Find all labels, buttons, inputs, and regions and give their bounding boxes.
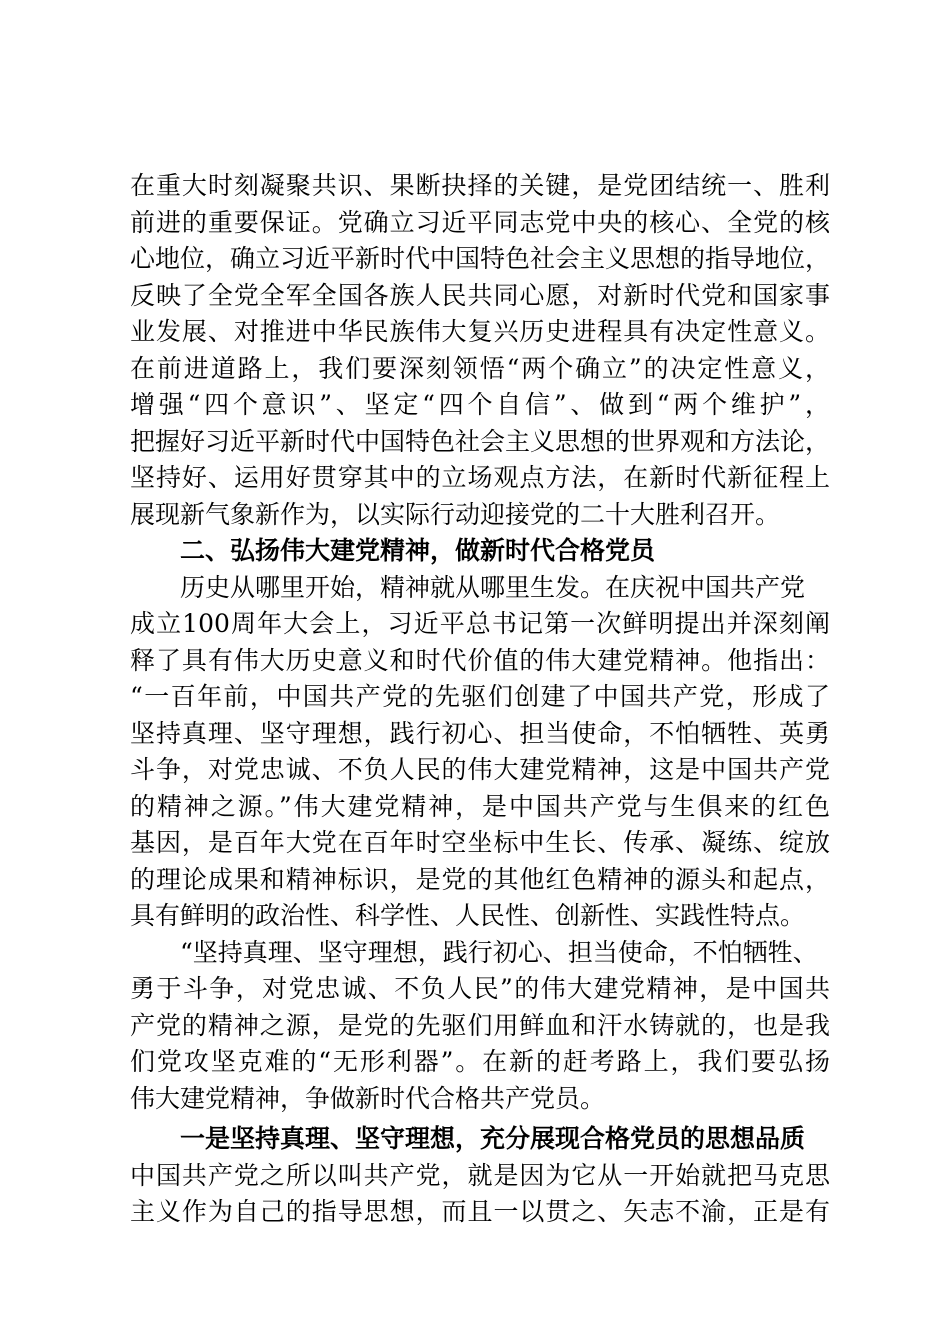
text-line: 斗争，对党忠诚、不负人民的伟大建党精神，这是中国共产党 bbox=[130, 755, 830, 784]
text-line: 具有鲜明的政治性、科学性、人民性、创新性、实践性特点。 bbox=[130, 901, 806, 930]
text-line: “一百年前，中国共产党的先驱们创建了中国共产党，形成了 bbox=[130, 682, 830, 711]
text-line: 坚持真理、坚守理想，践行初心、担当使命，不怕牺牲、英勇 bbox=[130, 718, 830, 748]
text-line: “坚持真理、坚守理想，践行初心、担当使命，不怕牺牲、 bbox=[180, 937, 818, 967]
text-line: 伟大建党精神，争做新时代合格共产党员。 bbox=[130, 1083, 606, 1113]
text-line: 基因，是百年大党在百年时空坐标中生长、传承、凝练、绽放 bbox=[130, 828, 830, 857]
text-line: 产党的精神之源，是党的先驱们用鲜血和汗水铸就的，也是我 bbox=[130, 1010, 830, 1040]
text-line: 心地位，确立习近平新时代中国特色社会主义思想的指导地位， bbox=[130, 244, 831, 273]
text-line: 坚持好、运用好贯穿其中的立场观点方法，在新时代新征程上 bbox=[130, 463, 830, 492]
text-line: 前进的重要保证。党确立习近平同志党中央的核心、全党的核 bbox=[130, 207, 830, 237]
section-heading: 二、弘扬伟大建党精神，做新时代合格党员 bbox=[180, 536, 656, 565]
text-line: 增强“四个意识”、坚定“四个自信”、做到“两个维护”， bbox=[130, 390, 830, 419]
text-line: 成立100周年大会上，习近平总书记第一次鲜明提出并深刻阐 bbox=[130, 609, 830, 638]
text-line: 们党攻坚克难的“无形利器”。在新的赶考路上，我们要弘扬 bbox=[130, 1047, 830, 1076]
text-line: 中国共产党之所以叫共产党，就是因为它从一开始就把马克思 bbox=[130, 1160, 830, 1190]
text-line: 的理论成果和精神标识，是党的其他红色精神的源头和起点， bbox=[130, 864, 830, 894]
text-line: 展现新气象新作为，以实际行动迎接党的二十大胜利召开。 bbox=[130, 499, 781, 529]
text-line: 历史从哪里开始，精神就从哪里生发。在庆祝中国共产党 bbox=[180, 572, 806, 602]
text-line: 主义作为自己的指导思想，而且一以贯之、矢志不渝，正是有 bbox=[130, 1197, 830, 1226]
text-line: 释了具有伟大历史意义和时代价值的伟大建党精神。他指出： bbox=[130, 645, 830, 675]
text-line: 业发展、对推进中华民族伟大复兴历史进程具有决定性意义。 bbox=[130, 317, 830, 346]
text-line: 在重大时刻凝聚共识、果断抉择的关键，是党团结统一、胜利 bbox=[130, 171, 830, 200]
text-line: 勇于斗争，对党忠诚、不负人民”的伟大建党精神，是中国共 bbox=[130, 974, 830, 1003]
text-line: 反映了全党全军全国各族人民共同心愿，对新时代党和国家事 bbox=[130, 280, 830, 310]
document-body bbox=[130, 168, 830, 1231]
text-line: 的精神之源。”伟大建党精神，是中国共产党与生俱来的红色 bbox=[130, 791, 830, 821]
text-line: 在前进道路上，我们要深刻领悟“两个确立”的决定性意义， bbox=[130, 353, 830, 383]
text-line: 把握好习近平新时代中国特色社会主义思想的世界观和方法论， bbox=[130, 426, 831, 456]
subheading: 一是坚持真理、坚守理想，充分展现合格党员的思想品质 bbox=[180, 1124, 806, 1153]
